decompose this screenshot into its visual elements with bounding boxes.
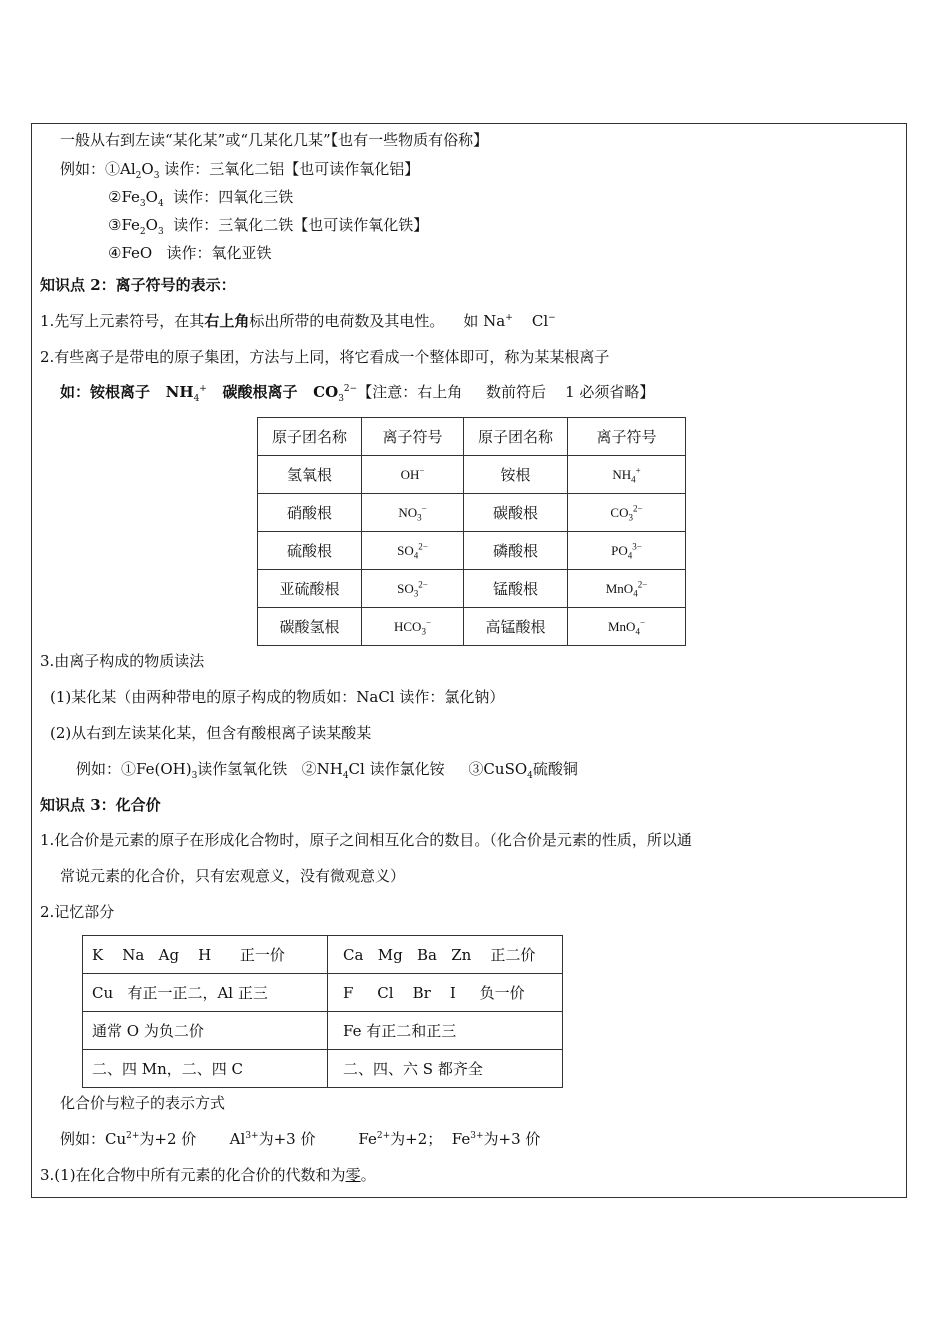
group-name: 铵根 bbox=[464, 456, 568, 494]
ion-symbol: MnO$_4^{2-}$ bbox=[568, 570, 686, 608]
kp3-para-2: 2.记忆部分 bbox=[40, 903, 115, 921]
example-4: ④FeO 读作：氧化亚铁 bbox=[108, 244, 272, 262]
naming-rule: 一般从右到左读“某化某”或“几某化几某”【也有一些物质有俗称】 bbox=[60, 131, 489, 149]
kp3-para-1-line-1: 1.化合价是元素的原子在形成化合物时，原子之间相互化合的数目。（化合价是元素的性质，所以通 bbox=[40, 831, 692, 849]
valence-rule: 3.(1)在化合物中所有元素的化合价的代数和为零。 bbox=[40, 1166, 376, 1184]
header-cell: 离子符号 bbox=[568, 418, 686, 456]
valence-example: 例如：$Cu^{2+}$为+2 价 $Al^{3+}$为+3 价 $Fe^{2+}$为+2； $Fe^{3+}$为+3 价 bbox=[60, 1130, 541, 1148]
table-row bbox=[83, 1050, 563, 1088]
kp3-heading: 知识点 3：化合价 bbox=[40, 796, 161, 814]
header-cell: 原子团名称 bbox=[464, 418, 568, 456]
table-row bbox=[83, 974, 563, 1012]
valence-cell: 二、四 Mn，二、四 C bbox=[83, 1050, 328, 1088]
valence-cell: Ca Mg Ba Zn 正二价 bbox=[328, 936, 563, 974]
valence-cell: F Cl Br I 负一价 bbox=[328, 974, 563, 1012]
header-cell: 原子团名称 bbox=[258, 418, 362, 456]
table-row bbox=[258, 570, 686, 608]
valence-cell: 通常 O 为负二价 bbox=[83, 1012, 328, 1050]
group-name: 碳酸氢根 bbox=[258, 608, 362, 646]
table-row bbox=[83, 936, 563, 974]
sec3-title: 3.由离子构成的物质读法 bbox=[40, 652, 205, 670]
kp2-para-1: 1.先写上元素符号，在其右上角标出所带的电荷数及其电性。 如 Na+ Cl− bbox=[40, 312, 556, 330]
ion-table bbox=[257, 417, 686, 646]
kp2-heading: 知识点 2：离子符号的表示： bbox=[40, 276, 236, 294]
ion-symbol: $NO_3^-$ bbox=[362, 494, 464, 532]
table-row bbox=[83, 1012, 563, 1050]
group-name: 氢氧根 bbox=[258, 456, 362, 494]
example-2: $②Fe_3O_4$ 读作：四氧化三铁 bbox=[108, 188, 294, 209]
valence-caption: 化合价与粒子的表示方式 bbox=[60, 1094, 226, 1112]
ion-symbol: $SO_3^{2-}$ bbox=[362, 570, 464, 608]
ion-symbol: $HCO_3^-$ bbox=[362, 608, 464, 646]
table-row bbox=[258, 608, 686, 646]
sec3-item-1: (1)某化某（由两种带电的原子构成的物质如：NaCl 读作：氯化钠） bbox=[50, 688, 505, 706]
valence-cell: Cu 有正一正二，Al 正三 bbox=[83, 974, 328, 1012]
kp2-example: 如：铵根离子 $NH_4^+$ 碳酸根离子 $CO_3^{2-}$【注意：右上角 数前符后 1 必须省略】 bbox=[60, 383, 655, 404]
table-row bbox=[258, 532, 686, 570]
group-name: 硫酸根 bbox=[258, 532, 362, 570]
valence-table bbox=[82, 935, 563, 1088]
group-name: 磷酸根 bbox=[464, 532, 568, 570]
ion-symbol: $SO_4^{2-}$ bbox=[362, 532, 464, 570]
valence-cell: K Na Ag H 正一价 bbox=[83, 936, 328, 974]
group-name: 锰酸根 bbox=[464, 570, 568, 608]
ion-symbol: $PO_4^{3-}$ bbox=[568, 532, 686, 570]
ion-table-header bbox=[258, 418, 686, 456]
sec3-item-2: (2)从右到左读某化某，但含有酸根离子读某酸某 bbox=[50, 724, 372, 742]
ion-symbol: OH− bbox=[362, 456, 464, 494]
kp2-para-2: 2.有些离子是带电的原子集团，方法与上同，将它看成一个整体即可，称为某某根离子 bbox=[40, 348, 610, 366]
valence-cell: 二、四、六 S 都齐全 bbox=[328, 1050, 563, 1088]
table-row bbox=[258, 456, 686, 494]
ion-symbol: MnO$_4$− bbox=[568, 608, 686, 646]
example-3: $③Fe_2O_3$ 读作：三氧化二铁【也可读作氧化铁】 bbox=[108, 216, 429, 237]
ion-symbol: $NH_4^+$ bbox=[568, 456, 686, 494]
table-row bbox=[258, 494, 686, 532]
ion-symbol: $CO_3^{2-}$ bbox=[568, 494, 686, 532]
group-name: 碳酸根 bbox=[464, 494, 568, 532]
valence-cell: Fe 有正二和正三 bbox=[328, 1012, 563, 1050]
group-name: 高锰酸根 bbox=[464, 608, 568, 646]
sec3-example: 例如：$①Fe(OH)_3$读作氢氧化铁 $②NH_4Cl$ 读作氯化铵 ③CuSO$_4$硫酸铜 bbox=[76, 760, 578, 781]
header-cell: 离子符号 bbox=[362, 418, 464, 456]
example-1: 例如：$①Al_2O_3$ 读作：三氧化二铝【也可读作氧化铝】 bbox=[60, 160, 420, 181]
group-name: 硝酸根 bbox=[258, 494, 362, 532]
kp3-para-1-line-2: 常说元素的化合价，只有宏观意义，没有微观意义） bbox=[60, 867, 406, 885]
group-name: 亚硫酸根 bbox=[258, 570, 362, 608]
